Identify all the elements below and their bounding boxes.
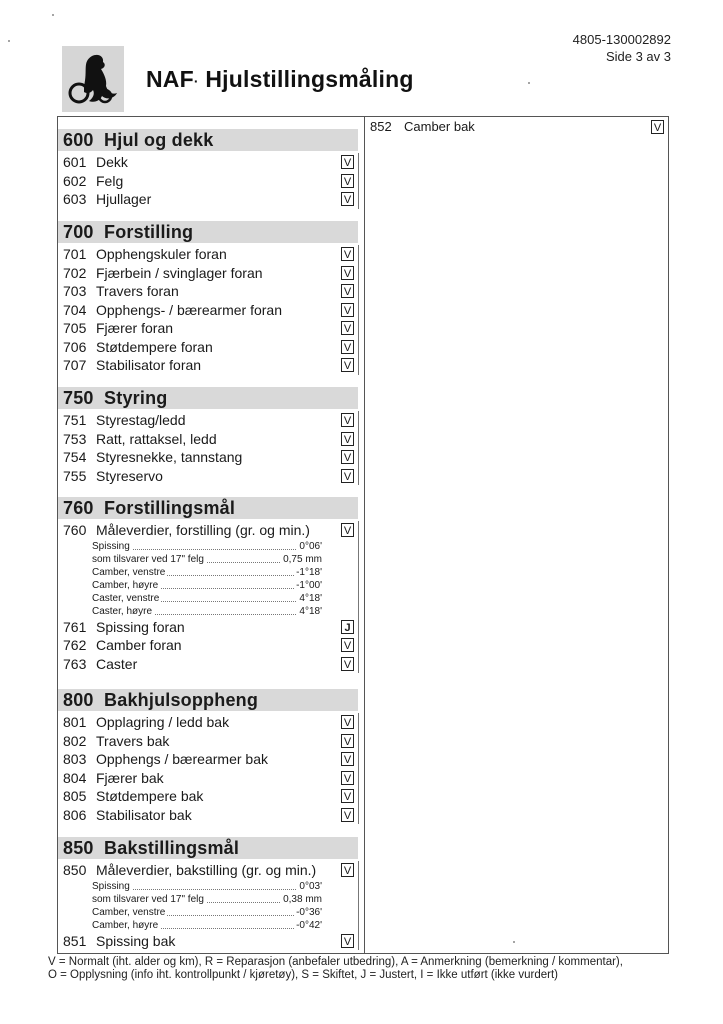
scan-speck bbox=[52, 14, 54, 16]
scan-speck bbox=[8, 40, 10, 42]
list-item: 852 Camber bak V bbox=[365, 117, 668, 137]
list-item: 806 Stabilisator bak V bbox=[58, 806, 358, 825]
status-legend bbox=[48, 956, 623, 982]
list-item: 761 Spissing foran J bbox=[58, 618, 358, 637]
list-item: 705 Fjærer foran V bbox=[58, 319, 358, 338]
status-checkbox[interactable]: V bbox=[341, 413, 354, 427]
status-checkbox[interactable]: V bbox=[341, 192, 354, 206]
status-checkbox[interactable]: V bbox=[341, 321, 354, 335]
section-header: 700 Forstilling bbox=[58, 221, 358, 243]
section-850 bbox=[58, 837, 358, 950]
status-checkbox[interactable]: V bbox=[341, 734, 354, 748]
list-item: 851 Spissing bak V bbox=[58, 932, 358, 951]
scan-speck bbox=[528, 82, 530, 84]
list-item: 804 Fjærer bak V bbox=[58, 769, 358, 788]
list-item: 755 Styreservo V bbox=[58, 467, 358, 486]
measurement-value: Caster, venstre 4°18' bbox=[92, 592, 322, 604]
list-item: 706 Støtdempere foran V bbox=[58, 338, 358, 357]
status-checkbox[interactable]: V bbox=[341, 771, 354, 785]
list-item: 701 Opphengskuler foran V bbox=[58, 245, 358, 264]
list-item: 803 Opphengs / bærearmer bak V bbox=[58, 750, 358, 769]
measurement-value: Camber, venstre -1°18' bbox=[92, 566, 322, 578]
status-checkbox[interactable]: V bbox=[341, 303, 354, 317]
status-checkbox[interactable]: V bbox=[651, 120, 664, 134]
right-column bbox=[365, 117, 668, 953]
status-checkbox[interactable]: V bbox=[341, 863, 354, 877]
measurement-value: Camber, venstre -0°36' bbox=[92, 906, 322, 918]
measurement-value: som tilsvarer ved 17" felg 0,75 mm bbox=[92, 553, 322, 565]
measurement-value: som tilsvarer ved 17" felg 0,38 mm bbox=[92, 893, 322, 905]
status-checkbox[interactable]: V bbox=[341, 247, 354, 261]
legend-line: O = Opplysning (info iht. kontrollpunkt / kjøretøy), S = Skiftet, J = Justert, I = Ikke utført (ikke vurdert) bbox=[48, 969, 559, 981]
measurement-row: 760 Måleverdier, forstilling (gr. og min.) V bbox=[58, 521, 358, 540]
section-760 bbox=[58, 497, 358, 673]
status-checkbox[interactable]: J bbox=[341, 620, 354, 634]
status-checkbox[interactable]: V bbox=[341, 934, 354, 948]
list-item: 802 Travers bak V bbox=[58, 732, 358, 751]
list-item: 805 Støtdempere bak V bbox=[58, 787, 358, 806]
brand-prefix: NAF bbox=[146, 66, 194, 92]
list-item: 602 Felg V bbox=[58, 172, 358, 191]
list-item: 603 Hjullager V bbox=[58, 190, 358, 209]
list-item: 703 Travers foran V bbox=[58, 282, 358, 301]
list-item: 707 Stabilisator foran V bbox=[58, 356, 358, 375]
section-700 bbox=[58, 221, 358, 375]
scan-speck bbox=[513, 941, 515, 943]
status-checkbox[interactable]: V bbox=[341, 469, 354, 483]
status-checkbox[interactable]: V bbox=[341, 284, 354, 298]
document-number: 4805-130002892 bbox=[572, 32, 671, 47]
list-item: 763 Caster V bbox=[58, 655, 358, 674]
section-header: 800 Bakhjulsoppheng bbox=[58, 689, 358, 711]
section-header: 600 Hjul og dekk bbox=[58, 129, 358, 151]
left-column bbox=[58, 117, 365, 953]
status-checkbox[interactable]: V bbox=[341, 789, 354, 803]
status-checkbox[interactable]: V bbox=[341, 174, 354, 188]
list-item: 601 Dekk V bbox=[58, 153, 358, 172]
status-checkbox[interactable]: V bbox=[341, 155, 354, 169]
document-info bbox=[573, 31, 671, 65]
section-600 bbox=[58, 129, 358, 209]
section-750 bbox=[58, 387, 358, 485]
status-checkbox[interactable]: V bbox=[341, 638, 354, 652]
list-item: 753 Ratt, rattaksel, ledd V bbox=[58, 430, 358, 449]
brand-title bbox=[146, 66, 414, 93]
status-checkbox[interactable]: V bbox=[341, 657, 354, 671]
naf-lion-logo-icon bbox=[62, 46, 124, 112]
measurement-value: Spissing 0°03' bbox=[92, 880, 322, 892]
measurement-value: Camber, høyre -1°00' bbox=[92, 579, 322, 591]
status-checkbox[interactable]: V bbox=[341, 432, 354, 446]
status-checkbox[interactable]: V bbox=[341, 715, 354, 729]
section-header: 760 Forstillingsmål bbox=[58, 497, 358, 519]
list-item: 702 Fjærbein / svinglager foran V bbox=[58, 264, 358, 283]
legend-line: V = Normalt (iht. alder og km), R = Reparasjon (anbefaler utbedring), A = Anmerkning (bemerkning / kommentar), bbox=[48, 956, 623, 968]
status-checkbox[interactable]: V bbox=[341, 358, 354, 372]
section-header: 850 Bakstillingsmål bbox=[58, 837, 358, 859]
measurement-value: Camber, høyre -0°42' bbox=[92, 919, 322, 931]
list-item: 801 Opplagring / ledd bak V bbox=[58, 713, 358, 732]
inspection-form bbox=[57, 116, 669, 954]
status-checkbox[interactable]: V bbox=[341, 450, 354, 464]
brand-dot: · bbox=[193, 72, 199, 89]
list-item: 751 Styrestag/ledd V bbox=[58, 411, 358, 430]
status-checkbox[interactable]: V bbox=[341, 340, 354, 354]
measurement-value: Caster, høyre 4°18' bbox=[92, 605, 322, 617]
list-item: 762 Camber foran V bbox=[58, 636, 358, 655]
page-indicator: Side 3 av 3 bbox=[605, 49, 671, 64]
section-header: 750 Styring bbox=[58, 387, 358, 409]
list-item: 704 Opphengs- / bærearmer foran V bbox=[58, 301, 358, 320]
status-checkbox[interactable]: V bbox=[341, 808, 354, 822]
list-item: 754 Styresnekke, tannstang V bbox=[58, 448, 358, 467]
status-checkbox[interactable]: V bbox=[341, 523, 354, 537]
brand-name: Hjulstillingsmåling bbox=[205, 66, 414, 92]
status-checkbox[interactable]: V bbox=[341, 266, 354, 280]
section-800 bbox=[58, 689, 358, 824]
status-checkbox[interactable]: V bbox=[341, 752, 354, 766]
measurement-row: 850 Måleverdier, bakstilling (gr. og min.) V bbox=[58, 861, 358, 880]
measurement-value: Spissing 0°06' bbox=[92, 540, 322, 552]
